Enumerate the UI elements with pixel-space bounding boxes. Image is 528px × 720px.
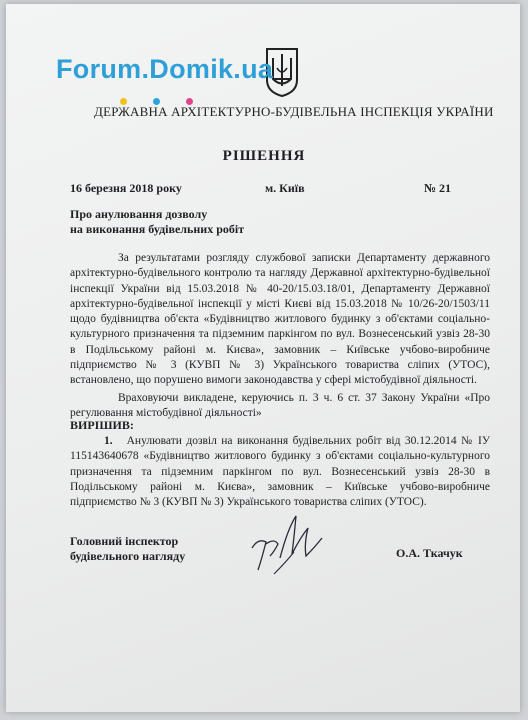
document-city: м. Київ xyxy=(265,181,305,195)
agency-name: ДЕРЖАВНА АРХІТЕКТУРНО-БУДІВЕЛЬНА ІНСПЕКЦІЯ УКРАЇНИ xyxy=(94,104,494,119)
document-subject xyxy=(70,207,244,237)
signer-title-line-1: Головний інспектор xyxy=(70,534,179,548)
subject-line-2: на виконання будівельних робіт xyxy=(70,222,245,236)
body-paragraph-1: За результатами розгляду службової записки Департаменту державного архітектурно-будівельного контролю та нагляду Державної архітектурно-будівельної інспекції України від 15.03.2018 № 40-20/15.03.18/01, Департаменту Державної архітектурно-будівельної інспекції у місті Києві від 15.03.2018 № 10/26-20/1503/11 щодо будівництва об'єкта «Будівництво житлового будинку з об'єктами соціально-культурного призначення та підземним паркінгом по вул. Вознесенський узвіз 28-30 в Подільському районі м. Києва», замовник – Київське учбово-виробниче підприємство № 3 (КУВП № 3) Українського товариства сліпих (УТОС), встановлено, що порушено вимоги законодавства у сфері містобудівної діяльності. xyxy=(70,252,490,387)
subject-line-1: Про анулювання дозволу xyxy=(70,207,208,221)
document-body xyxy=(70,251,490,421)
resolve-heading: ВИРІШИВ: xyxy=(70,418,134,432)
handwritten-signature-icon xyxy=(244,508,354,578)
forum-watermark: Forum.Domik.ua xyxy=(56,54,274,84)
document-title: РІШЕННЯ xyxy=(222,148,306,164)
resolution-item-text: Анулювати дозвіл на виконання будівельних робіт від 30.12.2014 № ІУ 115143640678 «Будівництво житлового будинку з об'єктами соціально-культурного призначення та підземним паркінгом по вул. Вознесенський узвіз 28-30 в Подільському районі м. Києва», замовник – Київське учбово-виробниче підприємство № 3 (КУВП № 3) Українського товариства сліпих (УТОС). xyxy=(70,435,490,509)
resolution-item xyxy=(70,434,490,510)
document-number: № 21 xyxy=(424,181,452,195)
document-date: 16 березня 2018 року xyxy=(70,181,182,195)
signer-name: О.А. Ткачук xyxy=(396,546,463,560)
body-paragraph-2: Враховуючи викладене, керуючись п. 3 ч. 6 ст. 37 Закону України «Про регулювання містобудівної діяльності» xyxy=(70,391,490,419)
resolution-item-number: 1. xyxy=(104,435,113,447)
signer-title-line-2: будівельного нагляду xyxy=(70,549,186,563)
signer-title xyxy=(70,534,185,564)
